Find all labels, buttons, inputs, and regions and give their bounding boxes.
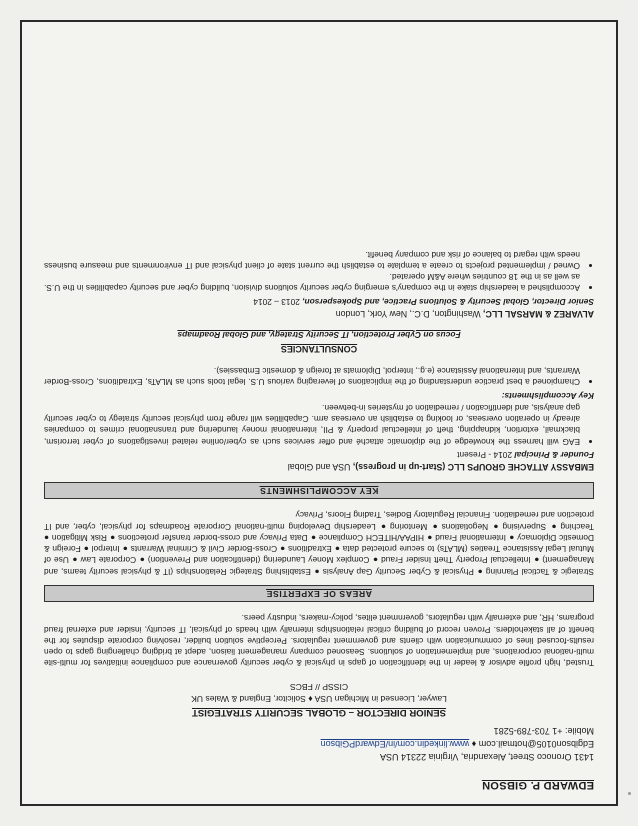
alvarez-role [44,295,594,306]
contact-line [44,737,594,750]
alvarez-org [44,307,594,319]
scan-speck [628,792,631,795]
credentials-line2: CISSP // FBCS [289,681,349,692]
section-header-expertise: AREAS OF EXPERTISE [44,585,594,603]
embassy-org-name: EMBASSY ATTACHE GROUPS LLC (Start-up in progress), [352,461,594,472]
candidate-name: EDWARD P. GIBSON [481,779,594,791]
section-header-accomplishments: KEY ACCOMPLISHMENTS [44,482,594,500]
embassy-role [44,449,594,460]
headline: SENIOR DIRECTOR – GLOBAL SECURITY STRATEGIST [191,707,447,719]
embassy-key-bullets [44,365,594,388]
alvarez-org-name: ALVAREZ & MARSAL LLC, [483,308,594,319]
key-accomplishments-label: Key Accomplishments: [501,390,594,401]
contact-email[interactable]: Edgibson0105@hotmail.com [478,739,594,750]
alvarez-role-title: Senior Director, Global Security & Solutions Practice, and Spokesperson, [302,296,594,307]
embassy-bullet: • EAG will harness the knowledge of the diplomatic attaché and offer services such as cyber/online related investigations of cyber terrorism, blackmail, extortion, kidnapping, theft of intellectual property & PII, international money laundering and transnational crimes to companies already in operation overseas, or looking to establish an overseas arm. Capabilities will range from physical security strategy to cyber security gap analysis, and identification / remediation of mysteries in-between. [44,402,580,447]
contact-address: 1431 Oronoco Street, Alexandria, Virginia 22314 USA [380,752,594,763]
alvarez-bullet: • Accomplished a leadership stake in the company's emerging cyber security solutions division, building cyber and security capabilities in the U.S. as well as in the 18 countries where A&M operated. [44,271,580,294]
contact-mobile: Mobile: +1 703-789-5281 [493,726,594,737]
summary-paragraph: Trusted, high profile advisor & leader in the identification of gaps in physical & cyber security governance and compliance initiatives for multi-site multi-national corporations, and implementation of solutions. Seasoned company management liaison, adept at bridging challenging gaps to open results-focused lines of communication with clients and government regulators. Perceptive solution builder, resolving corporate disputes for the benefit of all stakeholders. Proven record of building critical relationships internally with heads of physical, IT security, insider and external fraud programs, HR, and externally with regulators, government elites, policy-makers, industry peers. [44,613,594,669]
embassy-org-location: USA and Global [287,461,353,472]
contact-block [44,724,594,763]
expertise-list: Strategic & Tactical Planning ● Physical & Cyber Security Gap Analysis ● Establishing Strategic Relationships (IT & physical security teams, and Management) ● Intellectual Property Theft Insider Fraud ● Complex Money Laundering (Identification and Prevention) ● Corporate Law ● Use of Mutual Legal Assistance Treaties (MLATs) to secure protected data ● Extraditions ● Cross-Border Civil & Criminal Warrants ● Interpol ● Foreign & Domestic Diplomacy ● International Fraud ● HIPAA/HITECH Compliance ● Data Privacy and cross-border transfer protections ● Risk Mitigation ● Teaching ● Supervising ● Negotiations ● Mentoring ● Leadership Developing multi-national Corporate Roadmaps for physical, cyber, and IT protection and remediation. Financial Regulatory Bodies, Trading Floors, Privacy [44,510,594,577]
resume-page [20,20,618,806]
linkedin-link[interactable]: www.linkedin.com/in/EdwardPGibson [320,739,470,750]
embassy-bullets [44,402,594,447]
alvarez-org-location: Washington, D.C., New York, London [335,308,484,319]
credentials-line1: Lawyer, Licensed in Michigan USA ♦ Solicitor, England & Wales UK [191,694,447,705]
embassy-role-title: Founder & Principal [514,449,594,460]
alvarez-role-years: 2013 – 2014 [253,296,303,307]
alvarez-bullets [44,248,594,293]
consultancies-focus: Focus on Cyber Protection, IT Security Strategy, and Global Roadmaps [177,329,461,340]
embassy-key-bullet: • Championed a best practice understanding of the implications of leveraging various U.S. legal tools such as MLATs, Extraditions, Cross-Border Warrants, and International Assistance (e.g., Interpol, Diplomats at foreign & domestic Embassies). [44,365,580,388]
embassy-org [44,460,594,472]
embassy-role-years: 2014 - Present [457,449,515,460]
separator-diamond: ♦ [471,739,477,750]
alvarez-bullet: • Owned / implemented projects to create a template to establish the current state of client physical and IT environments and measure business needs with regard to balance of risk and company benefit. [44,248,580,271]
consultancies-title: CONSULTANCIES [280,343,358,354]
credentials [44,680,594,705]
